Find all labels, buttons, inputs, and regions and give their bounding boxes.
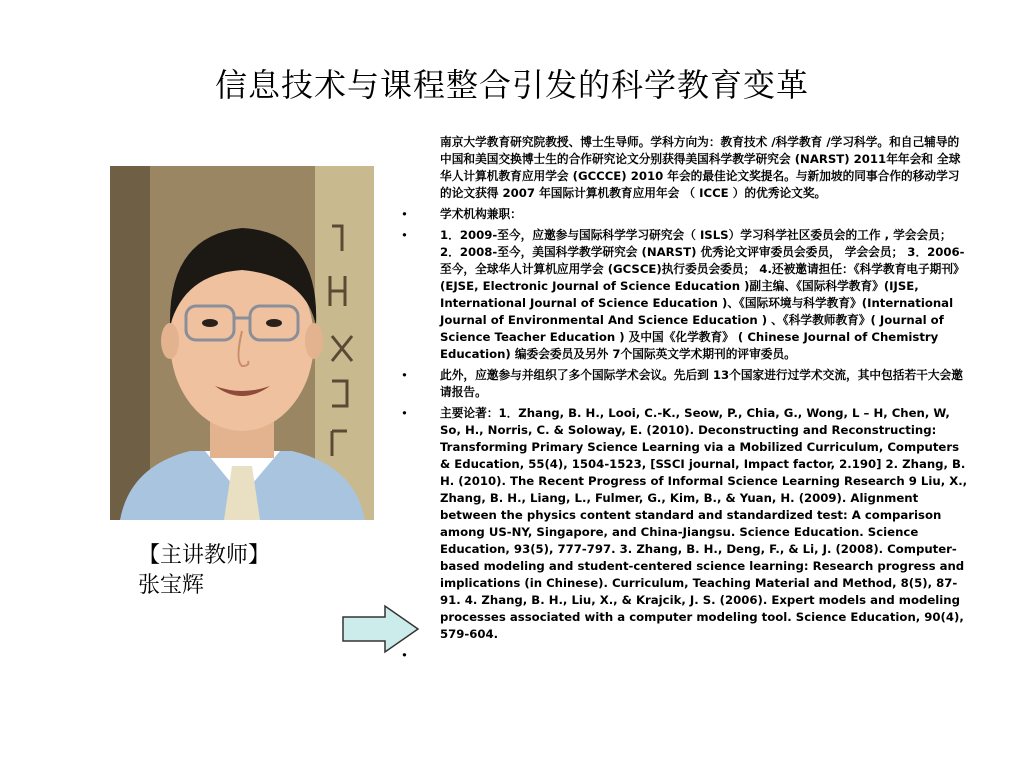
list-item-text: 学术机构兼职：: [440, 207, 522, 221]
list-item-empty: [398, 647, 968, 664]
caption-role: 【主讲教师】: [138, 543, 271, 568]
bullet-glyph: •: [401, 207, 408, 221]
bullet-glyph: •: [401, 368, 408, 382]
lecturer-photo: [110, 166, 374, 520]
bio-content: [398, 134, 968, 664]
bullet-glyph: •: [401, 648, 408, 662]
caption-name: 张宝辉: [138, 573, 205, 598]
slide-title: 信息技术与课程整合引发的科学教育变革: [214, 66, 809, 104]
bullet-glyph: •: [401, 406, 408, 420]
list-item-text: 1．2009-至今，应邀参与国际科学学习研究会（ ISLS）学习科学社区委员会的工作 , 学会会员； 2．2008-至今，美国科学教学研究会 (NARST) 优秀论文评审委员会委员， 学会会员； 3．2006-至今，全球华人计算机应用学会 (GCSCE)执行委员会委员； 4.还被邀请担任：《科学教育电子期刊》(EJSE, Electronic Journal of Science Education )副主编、《国际科学教育》(IJSE, International Journal of Science Education )、《国际环境与科学教育》(International Journal of Environmental And Science Education ) 、《科学教师教育》( Journal of Science Teacher Education ) 及中国《化学教育》 ( Chinese Journal of Chemistry Education) 编委会委员及另外 7个国际英文学术期刊的评审委员。: [440, 228, 965, 361]
bio-intro: 南京大学教育研究院教授、博士生导师。学科方向为：教育技术 /科学教育 /学习科学。和自己辅导的中国和美国交换博士生的合作研究论文分别获得美国科学教学研究会 (NARST) 2011年年会和 全球华人计算机教育应用学会 (GCCCE) 2010 年会的最佳论文奖提名。与新加坡的同事合作的移动学习的论文获得 2007 年国际计算机教育应用年会 （ ICCE ）的优秀论文奖。: [440, 135, 961, 200]
list-item: [398, 227, 968, 363]
list-item: [398, 206, 968, 223]
list-item: [398, 405, 968, 643]
lecturer-caption: [138, 541, 378, 601]
bullet-glyph: •: [401, 228, 408, 242]
list-item-text: 主要论著：1．Zhang, B. H., Looi, C.-K., Seow, P., Chia, G., Wong, L – H, Chen, W, So, H., Norris, C. & Soloway, E. (2010). Deconstructing and Reconstructing: Transforming Primary Science Learning via a Mobilized Curriculum, Computers & Education, 55(4), 1504-1523, [SSCI journal, Impact factor, 2.190] 2. Zhang, B. H. (2010). The Recent Progress of Informal Science Learning Research 9 Liu, X., Zhang, B. H., Liang, L., Fulmer, G., Kim, B., & Yuan, H. (2009). Alignment between the physics content standard and standardized test: A comparison among US-NY, Singapore, and China-Jiangsu. Science Education. Science Education, 93(5), 777-797. 3. Zhang, B. H., Deng, F., & Li, J. (2008). Computer-based modeling and student-centered science learning: Research progress and implications (in Chinese). Curriculum, Teaching Material and Method, 8(5), 87-91. 4. Zhang, B. H., Liu, X., & Krajcik, J. S. (2006). Expert models and modeling processes associated with a computer modeling tool. Science Education, 90(4), 579-604.: [440, 406, 968, 641]
list-item-text: 此外，应邀参与并组织了多个国际学术会议。先后到 13个国家进行过学术交流，其中包括若干大会邀请报告。: [440, 368, 963, 399]
list-item: [398, 367, 968, 401]
